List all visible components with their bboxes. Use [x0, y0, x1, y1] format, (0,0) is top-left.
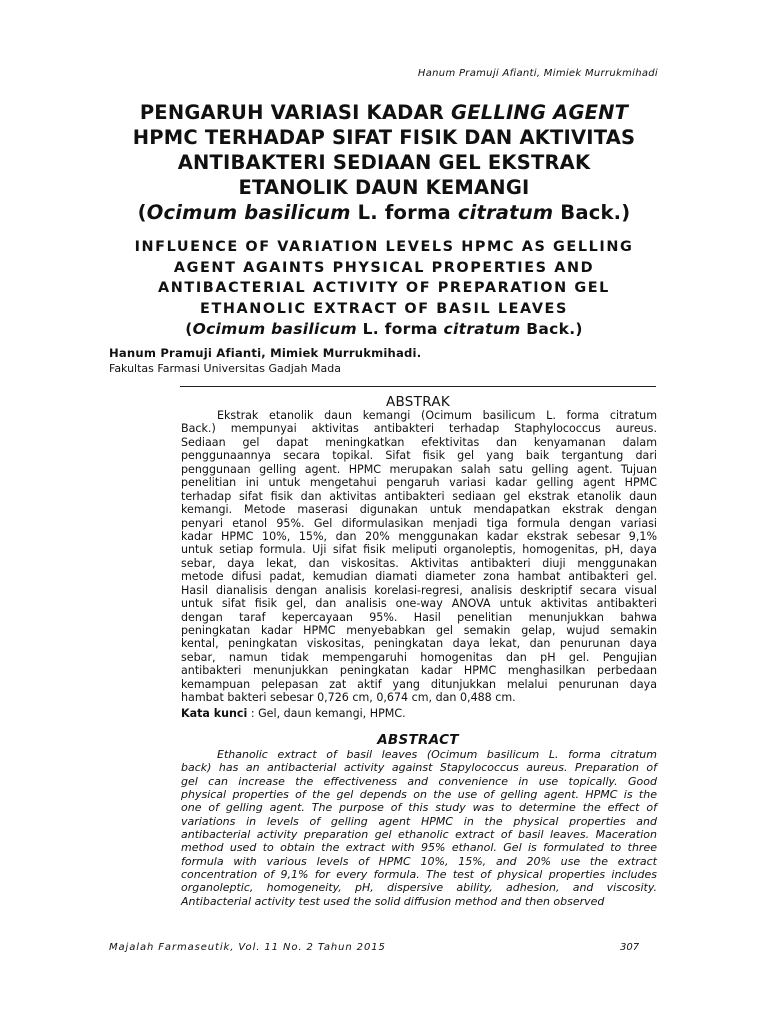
title-id-paren: (	[137, 201, 147, 224]
abstract-line: penggunaan gelling agent. HPMC merupakan salah satu gelling agent. Tujuan	[181, 462, 657, 476]
abstract-line: formula with various levels of HPMC 10%, 15%, and 20% use the extract	[181, 854, 657, 868]
divider-rule	[180, 386, 656, 387]
title-id-variety: citratum	[457, 201, 554, 224]
title-en-line-4: ETHANOLIC EXTRACT OF BASIL LEAVES	[200, 300, 568, 317]
title-id-line-5	[100, 200, 668, 225]
abstract-line: dengan taraf kepercayaan 95%. Hasil penelitian menunjukkan bahwa	[181, 610, 657, 624]
indonesian-title	[100, 100, 668, 225]
abstract-line: Back.) mempunyai aktivitas antibakteri terhadap Staphylococcus aureus.	[181, 422, 657, 436]
title-en-line-5	[100, 319, 668, 340]
page-number: 307	[620, 942, 640, 953]
abstract-line: organoleptic, homogeneity, pH, dispersive ability, adhesion, and viscosity.	[181, 881, 657, 895]
title-en-variety: citratum	[443, 320, 521, 338]
abstract-line: physical properties of the gel depends on the use of gelling agent. HPMC is the	[181, 788, 657, 802]
abstract-body	[181, 748, 657, 908]
title-id-italic-term: GELLING AGENT	[451, 101, 629, 124]
abstract-line: Antibacterial activity test used the solid diffusion method and then observed	[181, 894, 605, 908]
abstrak-heading: ABSTRAK	[385, 394, 451, 410]
title-en-paren: (	[185, 320, 193, 338]
abstract-line: kadar HPMC 10%, 15%, dan 20% menggunakan kadar ekstrak sebesar 9,1%	[181, 529, 657, 543]
abstract-line: antibakteri menunjukkan peningkatan kadar HPMC menghasilkan perbedaan	[181, 664, 657, 678]
abstract-line: Sediaan gel dapat meningkatkan efektivitas dan kenyamanan dalam	[181, 435, 657, 449]
title-en-line-2: AGENT AGAINTS PHYSICAL PROPERTIES AND	[173, 259, 595, 276]
abstract-line: kental, peningkatan viskositas, peningkatan daya lekat, dan penurunan daya	[181, 637, 657, 651]
title-en-forma: L. forma	[356, 320, 444, 338]
title-en-line-3: ANTIBACTERIAL ACTIVITY OF PREPARATION GEL	[158, 280, 610, 296]
abstract-heading: ABSTRACT	[377, 732, 459, 748]
abstract-line: kemampuan pelepasan zat aktif yang ditunjukkan melalui penurunan daya	[181, 677, 657, 691]
affiliation: Fakultas Farmasi Universitas Gadjah Mada	[109, 362, 341, 375]
title-id-line-3: ANTIBAKTERI SEDIAAN GEL EKSTRAK	[177, 151, 591, 174]
running-head: Hanum Pramuji Afianti, Mimiek Murrukmihadi	[417, 68, 658, 79]
abstract-line: penelitian ini untuk mengetahui pengaruh variasi kadar gelling agent HPMC	[181, 476, 657, 490]
keywords	[181, 707, 406, 720]
title-id-species: Ocimum basilicum	[146, 201, 351, 224]
journal-footer: Majalah Farmaseutik, Vol. 11 No. 2 Tahun 2015	[109, 942, 386, 953]
abstract-line: penyari etanol 95%. Gel diformulasikan menjadi tiga formula dengan variasi	[181, 516, 657, 530]
title-id-line-1: PENGARUH VARIASI KADAR	[139, 101, 451, 124]
authors: Hanum Pramuji Afianti, Mimiek Murrukmihadi.	[109, 346, 422, 360]
abstract-line: penggunaannya secara topikal. Sifat fisik gel yang baik tergantung dari	[181, 449, 657, 463]
title-en-author: Back.)	[520, 320, 583, 338]
title-id-author: Back.)	[553, 201, 631, 224]
title-id-line-4: ETANOLIK DAUN KEMANGI	[238, 176, 530, 199]
abstract-line: back) has an antibacterial activity against Stapylococcus aureus. Preparation of	[181, 761, 657, 775]
abstract-line: variations in levels of gelling agent HPMC in the physical properties and	[181, 814, 657, 828]
abstract-line: sebar, namun tidak mempengaruhi homogenitas dan pH gel. Pengujian	[181, 650, 657, 664]
title-id-forma: L. forma	[350, 201, 458, 224]
abstract-line: Hasil dianalisis dengan analisis korelasi-regresi, analisis deskriptif secara visual	[181, 583, 657, 597]
abstract-line: kemangi. Metode maserasi digunakan untuk mendapatkan ekstrak dengan	[181, 503, 657, 517]
title-en-species: Ocimum basilicum	[192, 320, 357, 338]
abstract-line: Ekstrak etanolik daun kemangi (Ocimum basilicum L. forma citratum	[217, 409, 657, 422]
keywords-text: : Gel, daun kemangi, HPMC.	[247, 707, 406, 720]
abstract-line: untuk sifat fisik gel, dan analisis one-way ANOVA untuk aktivitas antibakteri	[181, 597, 657, 611]
abstract-line: hambat bakteri sebesar 0,726 cm, 0,674 cm, dan 0,488 cm.	[181, 691, 516, 705]
keywords-label: Kata kunci	[181, 707, 248, 720]
abstract-line: metode difusi padat, kemudian diamati diameter zona hambat antibakteri gel.	[181, 570, 657, 584]
abstract-line: Ethanolic extract of basil leaves (Ocimum basilicum L. forma citratum	[217, 748, 657, 761]
title-en-line-1: INFLUENCE OF VARIATION LEVELS HPMC AS GELLING	[134, 239, 634, 255]
english-title	[100, 237, 668, 340]
abstrak-body	[181, 409, 657, 705]
title-id-line-2: HPMC TERHADAP SIFAT FISIK DAN AKTIVITAS	[132, 126, 636, 149]
abstract-line: sebar, daya lekat, dan viskositas. Aktivitas antibakteri diuji menggunakan	[181, 556, 657, 570]
abstract-line: terhadap sifat fisik dan aktivitas antibakteri sediaan gel ekstrak etanolik daun	[181, 489, 657, 503]
abstract-line: one of gelling agent. The purpose of this study was to determine the effect of	[181, 801, 657, 815]
abstract-line: peningkatan kadar HPMC menyebabkan gel semakin gelap, wujud semakin	[181, 624, 657, 637]
abstract-line: antibacterial activity preparation gel ethanolic extract of basil leaves. Maceration	[181, 828, 657, 842]
title-block	[100, 100, 668, 340]
abstract-line: method used to obtain the extract with 95% ethanol. Gel is formulated to three	[181, 841, 657, 855]
abstract-line: untuk setiap formula. Uji sifat fisik meliputi organoleptis, homogenitas, pH, daya	[181, 543, 657, 557]
abstract-line: gel can increase the effectiveness and convenience in use topically. Good	[181, 774, 657, 788]
abstract-line: concentration of 9,1% for every formula. The test of physical properties includes	[181, 868, 657, 882]
